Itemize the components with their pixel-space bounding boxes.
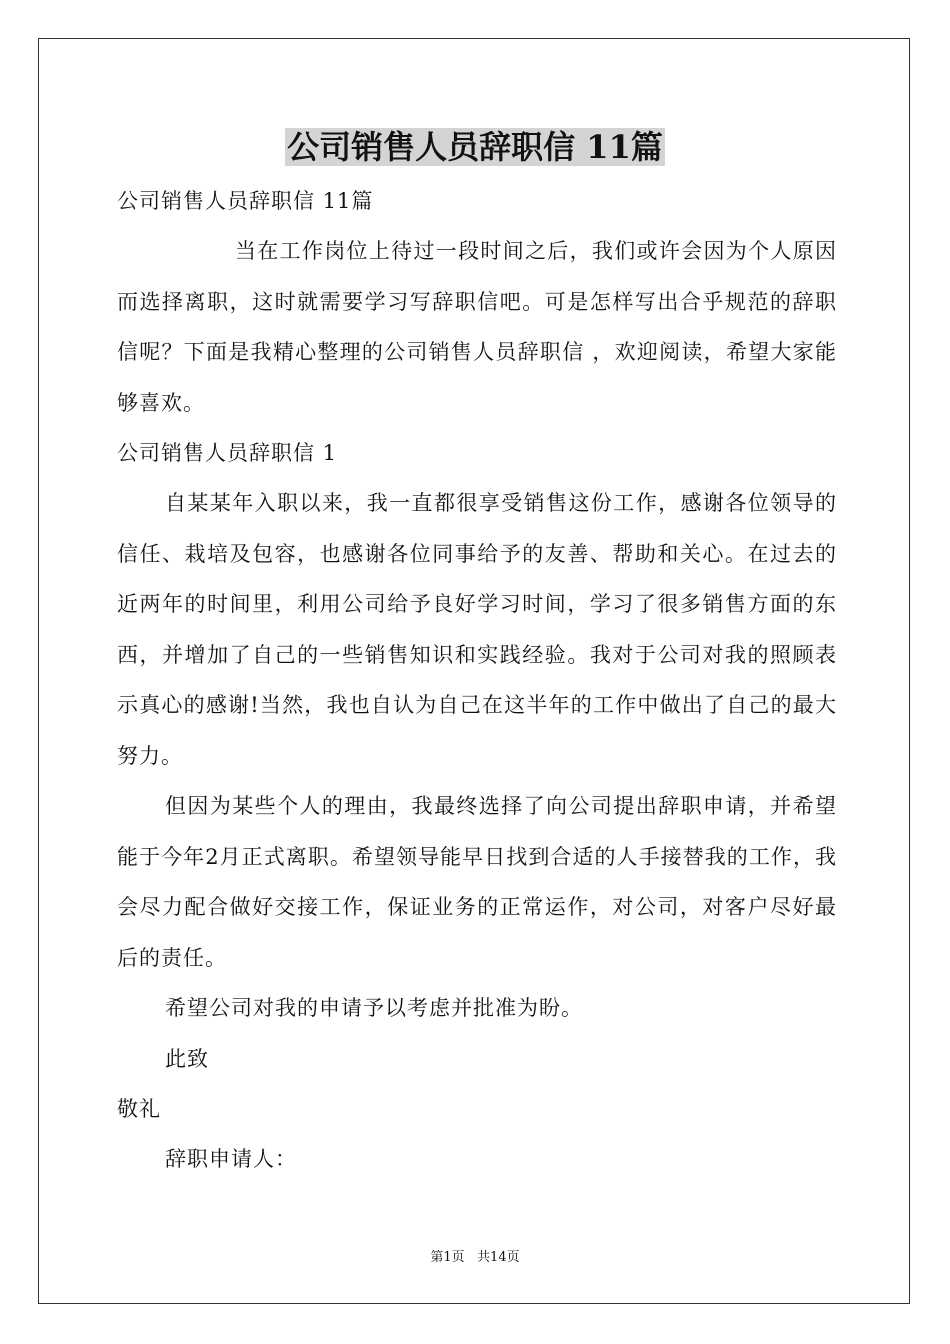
- document-title-text: 公司销售人员辞职信 11篇: [287, 128, 663, 166]
- body-paragraph-3: 希望公司对我的申请予以考虑并批准为盼。: [165, 996, 583, 1020]
- page-footer: 第1页 共14页: [430, 1250, 520, 1265]
- intro-paragraph: 当在工作岗位上待过一段时间之后，我们或许会因为个人原因而选择离职，这时就需要学习写辞职信吧。可是怎样写出合乎规范的辞职信呢？下面是我精心整理的公司销售人员辞职信 ，欢迎阅读，希望大家能够喜欢。: [117, 239, 837, 415]
- document-subtitle: 公司销售人员辞职信 11篇: [117, 189, 374, 213]
- document-title: [0, 122, 950, 172]
- signature-line: 辞职申请人：: [165, 1146, 297, 1171]
- document-body: [117, 176, 837, 1184]
- closing-regards: 敬礼: [117, 1096, 161, 1121]
- body-paragraph-2: 但因为某些个人的理由，我最终选择了向公司提出辞职申请，并希望能于今年2月正式离职。希望领导能早日找到合适的人手接替我的工作，我会尽力配合做好交接工作，保证业务的正常运作，对公司，对客户尽好最后的责任。: [117, 794, 837, 970]
- body-paragraph-1: 自某某年入职以来，我一直都很享受销售这份工作，感谢各位领导的信任、栽培及包容，也感谢各位同事给予的友善、帮助和关心。在过去的近两年的时间里，利用公司给予良好学习时间，学习了很多销售方面的东西，并增加了自己的一些销售知识和实践经验。我对于公司对我的照顾表示真心的感谢!当然，我也自认为自己在这半年的工作中做出了自己的最大努力。: [117, 491, 837, 768]
- closing-salutation: 此致: [165, 1046, 209, 1071]
- section-heading: 公司销售人员辞职信 1: [117, 441, 338, 465]
